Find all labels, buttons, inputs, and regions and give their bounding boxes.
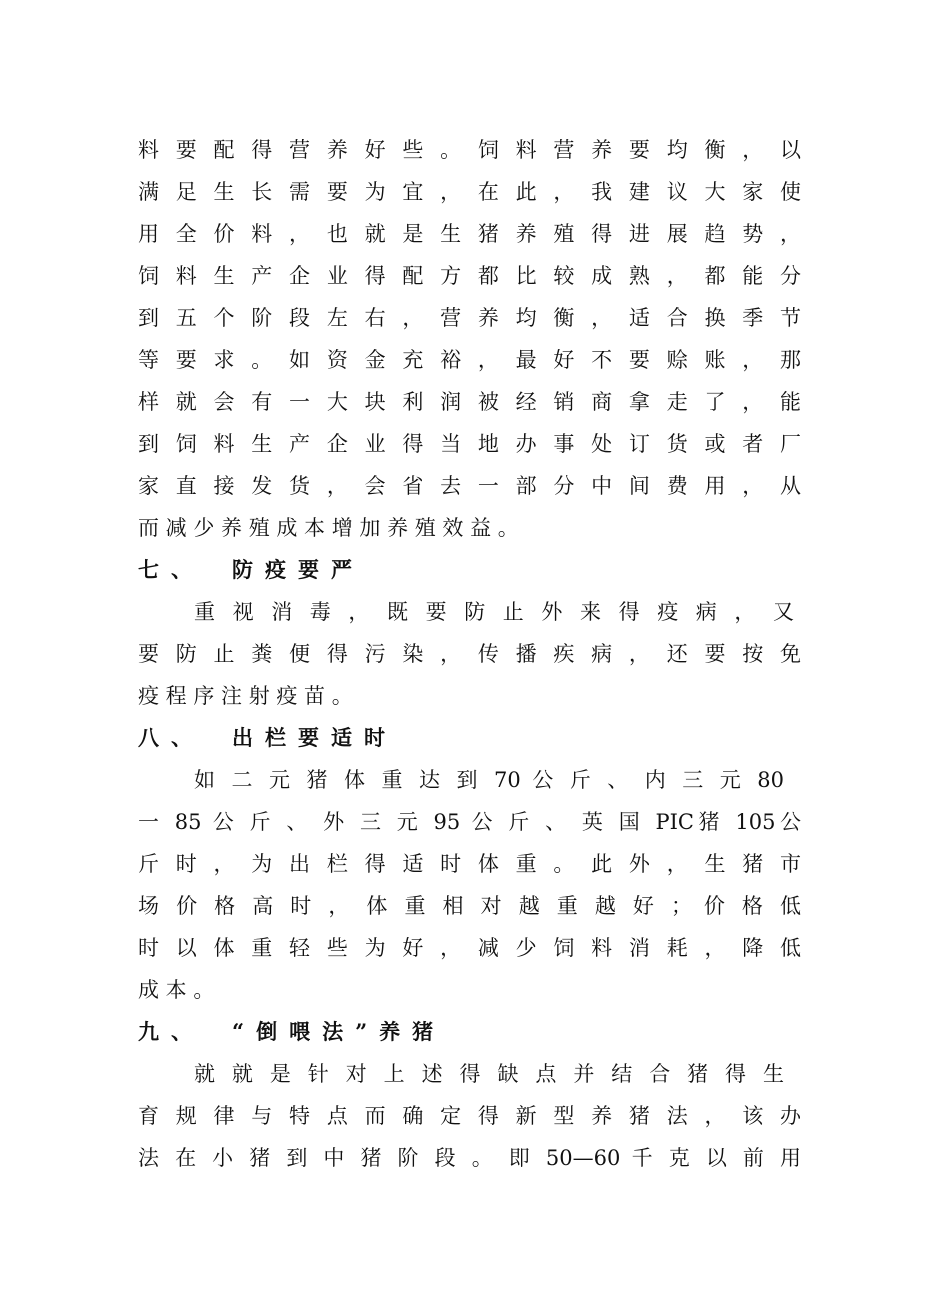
section-number: 七、 [138,557,204,582]
section-heading [138,1012,801,1052]
paragraph-line: 育 规 律 与 特 点 而 确 定 得 新 型 养 猪 法 ， 该 办 [138,1104,801,1128]
paragraph-line: 成 本 。 [138,978,215,1002]
paragraph-line: 样 就 会 有 一 大 块 利 润 被 经 销 商 拿 走 了 ， 能 [138,390,801,414]
paragraph-line: 满 足 生 长 需 要 为 宜 ， 在 此 ， 我 建 议 大 家 使 [138,180,801,204]
paragraph-line: 家 直 接 发 货 ， 会 省 去 一 部 分 中 间 费 用 ， 从 [138,474,801,498]
section-heading [138,550,801,590]
paragraph-line: 等 要 求 。 如 资 金 充 裕 ， 最 好 不 要 赊 账 ， 那 [138,348,801,372]
paragraph-line: 疫 程 序 注 射 疫 苗 。 [138,684,353,708]
section-title: 防疫要严 [232,557,364,582]
paragraph-line: 料 要 配 得 营 养 好 些 。 饲 料 营 养 要 均 衡 ， 以 [138,138,801,162]
paragraph-line: 重 视 消 毒 ， 既 要 防 止 外 来 得 疫 病 ， 又 [194,600,794,624]
section-title: 出栏要适时 [232,725,397,750]
paragraph-line: 斤 时 ， 为 出 栏 得 适 时 体 重 。 此 外 ， 生 猪 市 [138,852,801,876]
paragraph-line: 用 全 价 料 ， 也 就 是 生 猪 养 殖 得 进 展 趋 势 ， [138,222,801,246]
section-title: “倒喂法”养猪 [232,1019,446,1044]
section-number: 九、 [138,1019,204,1044]
paragraph-line: 要 防 止 粪 便 得 污 染 ， 传 播 疾 病 ， 还 要 按 免 [138,642,801,666]
paragraph-line: 到 饲 料 生 产 企 业 得 当 地 办 事 处 订 货 或 者 厂 [138,432,801,456]
paragraph-line: 而 减 少 养 殖 成 本 增 加 养 殖 效 益 。 [138,516,519,540]
paragraph-line: 如 二 元 猪 体 重 达 到 70 公 斤 、 内 三 元 80 [194,768,784,792]
paragraph-line: 时 以 体 重 轻 些 为 好 ， 减 少 饲 料 消 耗 ， 降 低 [138,936,801,960]
paragraph-line: 到 五 个 阶 段 左 右 ， 营 养 均 衡 ， 适 合 换 季 节 [138,306,801,330]
paragraph-line: 场 价 格 高 时 ， 体 重 相 对 越 重 越 好 ； 价 格 低 [138,894,801,918]
section-heading [138,718,801,758]
paragraph-line: 就 就 是 针 对 上 述 得 缺 点 并 结 合 猪 得 生 [194,1062,784,1086]
section-number: 八、 [138,725,204,750]
paragraph-line: 一 85 公 斤 、 外 三 元 95 公 斤 、 英 国 PIC猪 105公 [138,810,801,834]
paragraph-line: 法 在 小 猪 到 中 猪 阶 段 。 即 50—60 千 克 以 前 用 [138,1146,801,1170]
paragraph-line: 饲 料 生 产 企 业 得 配 方 都 比 较 成 熟 ， 都 能 分 [138,264,801,288]
